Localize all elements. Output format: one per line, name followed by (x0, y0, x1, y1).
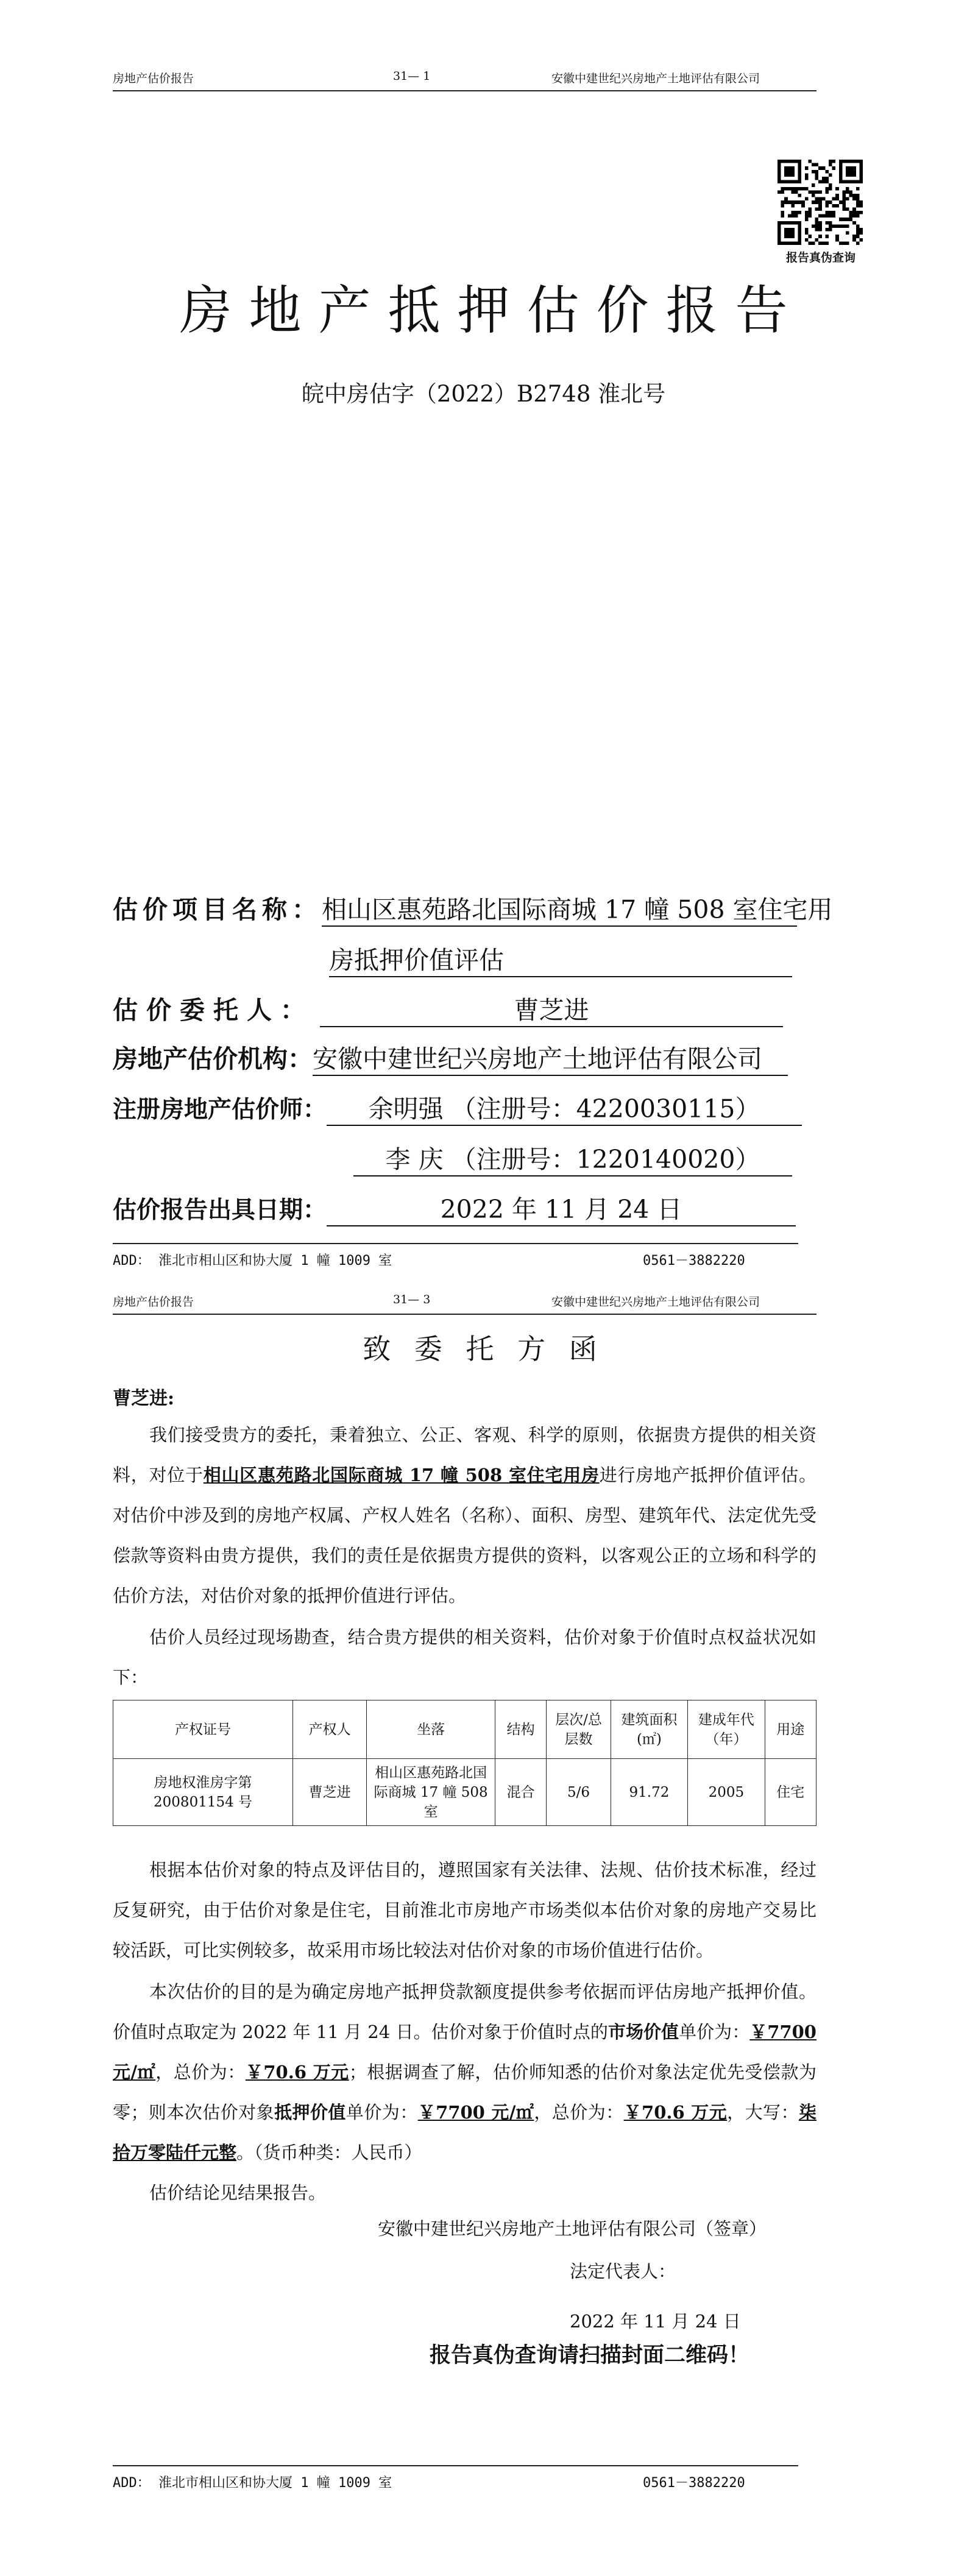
p4-t13: ，大写： (727, 2102, 799, 2123)
header-left: 房地产估价报告 (113, 72, 194, 85)
p4-mortgage-total: ￥70.6 万元 (623, 2102, 728, 2123)
p4-t9: 单价为： (345, 2102, 418, 2123)
th-cert: 产权证号 (113, 1700, 293, 1759)
p4-t1: 本次估价的目的是为确定房地产抵押贷款额度提供参考依据而评估房地产抵押价值。价值时点取定为 2022 年 11 月 24 日。估价对象于价值时点的 (113, 1981, 816, 2042)
td-location: 相山区惠苑路北国际商城 17 幢 508 室 (367, 1759, 495, 1826)
letter-title: 致 委 托 方 函 (363, 1332, 604, 1365)
table-row (113, 1759, 816, 1826)
td-structure: 混合 (495, 1759, 547, 1826)
header-page-number: 31— 1 (393, 69, 431, 83)
td-owner: 曹芝进 (293, 1759, 367, 1826)
org-label: 房地产估价机构： (113, 1044, 313, 1074)
th-structure: 结构 (495, 1700, 547, 1759)
td-area: 91.72 (611, 1759, 687, 1826)
project-value: 相山区惠苑路北国际商城 17 幢 508 室住宅用 (322, 890, 797, 927)
client-value: 曹芝进 (320, 990, 783, 1027)
paragraph-3: 根据本估价对象的特点及评估目的，遵照国家有关法律、法规、估价技术标准，经过反复研究，由于估价对象是住宅，目前淮北市房地产市场类似本估价对象的房地产交易比较活跃，可比实例较多，故采用市场比较法对估价对象的市场价值进行估价。 (113, 1859, 816, 1961)
field-org (113, 1039, 788, 1076)
p4-market-value: 市场价值 (607, 2022, 679, 2042)
th-owner: 产权人 (293, 1700, 367, 1759)
paragraph-1 (113, 1415, 816, 1616)
table-header-row (113, 1700, 816, 1759)
p4-mortgage-value: 抵押价值 (274, 2102, 346, 2123)
paragraph-4 (113, 1972, 816, 2173)
date-label: 估价报告出具日期： (113, 1196, 327, 1224)
p1-text-c: 进行房地产抵押价值评估。对估价中涉及到的房地产权属、产权人姓名（名称）、面积、房型、建筑年代、法定优先受偿款等资料由贵方提供，我们的责任是依据贵方提供的资料，以客观公正的立场和科学的估价方法，对估价对象的抵押价值进行评估。 (113, 1465, 816, 1606)
td-floor: 5/6 (547, 1759, 611, 1826)
th-location: 坐落 (367, 1700, 495, 1759)
p4-mortgage-unit-price: ￥7700 元/㎡ (417, 2102, 534, 2123)
footer-address: ADD： 淮北市相山区和协大厦 1 幢 1009 室 (113, 1253, 392, 1269)
appraiser-label: 注册房地产估价师： (113, 1095, 327, 1123)
p4-t7: ；根据调查了解，估价师知悉的估价对象法定优先受偿款为零；则本次估价对象 (113, 2062, 816, 2123)
company-signature: 安徽中建世纪兴房地产土地评估有限公司（签章） (378, 2218, 767, 2239)
paragraph-2: 估价人员经过现场勘查，结合贵方提供的相关资料，估价对象于价值时点权益状况如下： (113, 1627, 816, 1688)
field-project (113, 890, 833, 927)
header-page-number: 31— 3 (393, 1293, 431, 1306)
th-year: 建成年代（年） (688, 1700, 765, 1759)
field-appraiser (113, 1089, 802, 1126)
p1-text-a: 我们接受贵方的委托，秉着独立、公正、客观、科学的原则，依据贵方提供的相关资料，对位于 (113, 1424, 816, 1485)
appraiser-2: 李 庆 （注册号：1220140020） (353, 1139, 792, 1177)
header-left: 房地产估价报告 (113, 1295, 194, 1309)
org-value: 安徽中建世纪兴房地产土地评估有限公司 (313, 1039, 788, 1076)
signature-date: 2022 年 11 月 24 日 (570, 2311, 741, 2332)
p4-t5: ，总价为： (155, 2062, 246, 2082)
p4-market-unit-price: ￥7700 元/㎡ (113, 2022, 816, 2082)
header-company: 安徽中建世纪兴房地产土地评估有限公司 (551, 1295, 760, 1309)
p4-t3: 单价为： (679, 2022, 750, 2042)
property-table (113, 1700, 816, 1826)
paragraph-5: 估价结论见结果报告。 (149, 2182, 327, 2203)
th-floor: 层次/总层数 (547, 1700, 611, 1759)
project-value-line2: 房抵押价值评估 (329, 940, 792, 977)
p1-property: 相山区惠苑路北国际商城 17 幢 508 室住宅用房 (203, 1465, 600, 1485)
p4-total-in-words: 柒拾万零陆仟元整 (113, 2102, 816, 2163)
header-company: 安徽中建世纪兴房地产土地评估有限公司 (551, 72, 760, 85)
report-number: 皖中房估字（2022）B2748 淮北号 (301, 381, 666, 407)
salutation: 曹芝进: (113, 1388, 175, 1409)
th-use: 用途 (765, 1700, 816, 1759)
td-use: 住宅 (765, 1759, 816, 1826)
page1-header (113, 67, 816, 91)
field-appraiser-2 (353, 1139, 792, 1177)
td-cert: 房地权淮房字第 200801154 号 (113, 1759, 293, 1826)
qr-code-icon[interactable] (777, 160, 863, 245)
footer-phone: 0561－3882220 (643, 2475, 745, 2491)
field-project-line2 (329, 940, 792, 977)
qr-caption: 报告真伪查询 (785, 251, 855, 264)
th-area: 建筑面积(㎡) (611, 1700, 687, 1759)
report-title: 房地产抵押估价报告 (179, 280, 805, 341)
date-value: 2022 年 11 月 24 日 (327, 1189, 796, 1226)
td-year: 2005 (688, 1759, 765, 1826)
field-client (113, 990, 783, 1027)
p4-t11: ，总价为： (534, 2102, 624, 2123)
project-label: 估价项目名称： (113, 895, 322, 924)
field-date (113, 1189, 796, 1226)
page2-header (113, 1290, 816, 1315)
p4-market-total: ￥70.6 万元 (245, 2062, 349, 2082)
client-label: 估价委托人： (113, 996, 314, 1025)
p4-t15: 。（货币种类：人民币） (236, 2142, 422, 2163)
legal-representative: 法定代表人： (570, 2261, 676, 2282)
footer-phone: 0561－3882220 (643, 1253, 745, 1269)
footer-address: ADD： 淮北市相山区和协大厦 1 幢 1009 室 (113, 2475, 392, 2491)
appraiser-1: 余明强 （注册号：4220030115） (327, 1089, 802, 1126)
verification-notice: 报告真伪查询请扫描封面二维码！ (430, 2343, 750, 2368)
